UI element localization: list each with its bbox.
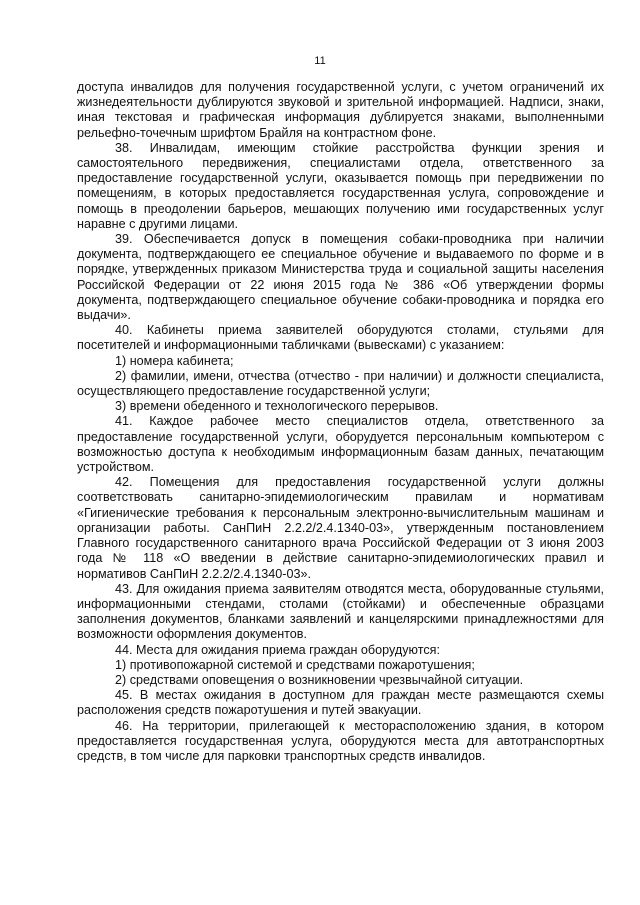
paragraph-38: 38. Инвалидам, имеющим стойкие расстройства функции зрения и самостоятельного передвижения, специалистами отдела, ответственного за предоставление государственной услуги, оказывается помощь при передвижении по помещениям, в которых предоставляется государственная услуга, сопровождение и помощь в преодолении барьеров, мешающих получению ими государственных услуг наравне с другими лицами.	[77, 140, 604, 231]
paragraph-45: 45. В местах ожидания в доступном для граждан месте размещаются схемы расположения средств пожаротушения и путей эвакуации.	[77, 688, 604, 718]
list-item-44-1: 1) противопожарной системой и средствами пожаротушения;	[115, 657, 475, 672]
paragraph-continuation: доступа инвалидов для получения государственной услуги, с учетом ограничений их жизнедеятельности дублируются звуковой и зрительной информацией. Надписи, знаки, иная текстовая и графическая информация дублируется знаками, выполненными рельефно-точечным шрифтом Брайля на контрастном фоне.	[77, 80, 604, 140]
paragraph-43: 43. Для ожидания приема заявителям отводятся места, оборудованные стульями, информационными стендами, столами (стойками) и обеспеченные образцами заполнения документов, бланками заявлений и канцелярскими принадлежностями для возможности оформления документов.	[77, 581, 604, 642]
document-body	[77, 80, 604, 764]
paragraph-42: 42. Помещения для предоставления государственной услуги должны соответствовать санитарно-эпидемиологическим правилам и нормативам «Гигиенические требования к персональным электронно-вычислительным машинам и организации работы. СанПиН 2.2.2/2.4.1340-03», утвержденным постановлением Главного государственного санитарного врача Российской Федерации от 3 июня 2003 года № 118 «О введении в действие санитарно-эпидемиологических правил и нормативов СанПиН 2.2.2/2.4.1340-03».	[77, 475, 604, 581]
paragraph-40: 40. Кабинеты приема заявителей оборудуются столами, стульями для посетителей и информационными табличками (вывесками) с указанием:	[77, 323, 604, 353]
paragraph-44: 44. Места для ожидания приема граждан оборудуются:	[115, 642, 440, 657]
paragraph-46: 46. На территории, прилегающей к месторасположению здания, в котором предоставляется государственная услуга, оборудуются места для автотранспортных средств, в том числе для парковки транспортных средств инвалидов.	[77, 718, 604, 763]
list-item-40-1: 1) номера кабинета;	[115, 353, 234, 368]
list-item-40-2: 2) фамилии, имени, отчества (отчество - при наличии) и должности специалиста, осуществляющего предоставление государственной услуги;	[77, 368, 604, 399]
paragraph-41: 41. Каждое рабочее место специалистов отдела, ответственного за предоставление государственной услуги, оборудуется персональным компьютером с возможностью доступа к необходимым информационным базам данных, печатающим устройством.	[77, 414, 604, 475]
page-number: 11	[314, 55, 326, 67]
list-item-44-2: 2) средствами оповещения о возникновении чрезвычайной ситуации.	[115, 672, 524, 687]
list-item-40-3: 3) времени обеденного и технологического перерывов.	[115, 399, 439, 414]
paragraph-39: 39. Обеспечивается допуск в помещения собаки-проводника при наличии документа, подтверждающего ее специальное обучение и выдаваемого по форме и в порядке, утвержденных приказом Министерства труда и социальной защиты населения Российской Федерации от 22 июня 2015 года № 386 «Об утверждении формы документа, подтверждающего специальное обучение собаки-проводника и порядка его выдачи».	[77, 232, 604, 323]
